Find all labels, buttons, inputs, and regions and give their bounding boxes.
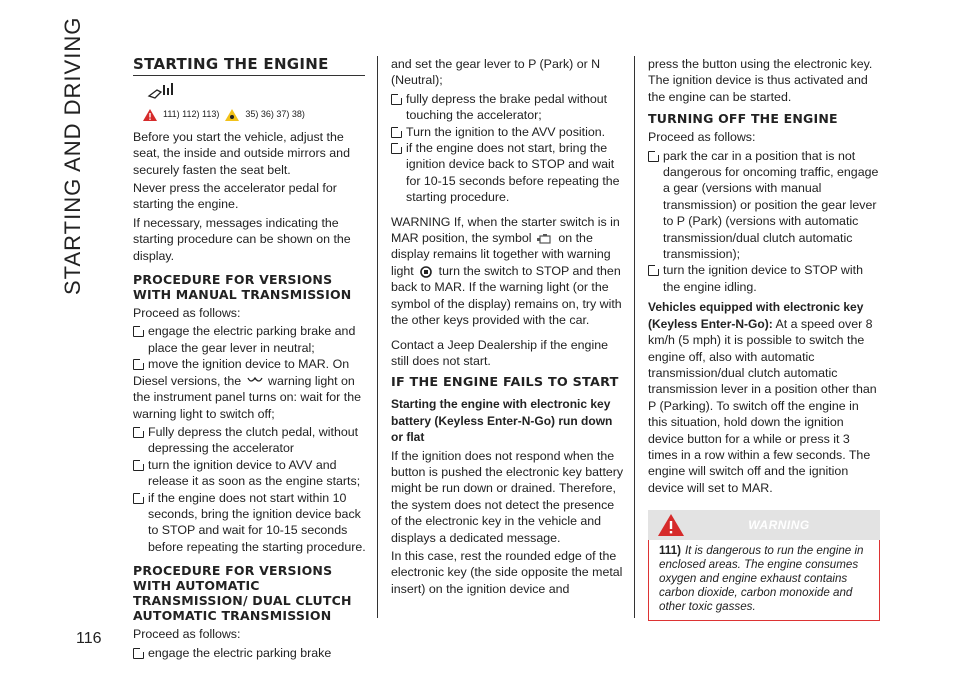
- caution-triangle-icon: [225, 109, 239, 121]
- list-item: engage the electric parking brake and place the gear lever in neutral;: [133, 323, 367, 356]
- intro-paragraph: Before you start the vehicle, adjust the seat, the inside and outside mirrors and securely fasten the seat belt.: [133, 129, 350, 177]
- immobilizer-key-icon: [419, 266, 433, 278]
- list-item: turn the ignition device to STOP with the engine idling.: [648, 262, 880, 295]
- warning-paragraph: WARNING If, when the starter switch is in MAR position, the symbol on the display remains lit together with warning light turn the switch to STOP and then back to MAR. If the warning light (or the symbol of the display) remains on, try with the other keys provided with the car.: [391, 214, 622, 328]
- manual-lead: Proceed as follows:: [133, 306, 241, 321]
- warning-number: 111): [659, 544, 681, 558]
- intro-paragraph: Never press the accelerator pedal for starting the engine.: [133, 181, 337, 212]
- caution-refs: 35) 36) 37) 38): [245, 109, 305, 120]
- fail-heading: IF THE ENGINE FAILS TO START: [391, 375, 619, 391]
- glow-plug-icon: [247, 376, 263, 386]
- bullet-icon: [391, 94, 402, 105]
- list-item: turn the ignition device to AVV and release it as soon as the engine starts;: [133, 457, 367, 490]
- title-rule: [133, 75, 365, 76]
- list-item: engage the electric parking brake: [133, 645, 367, 661]
- list-item: Fully depress the clutch pedal, without depressing the accelerator: [133, 424, 367, 457]
- list-item: if the engine does not start within 10 seconds, bring the ignition device back to STOP and wait for 10-15 seconds before repeating the starting procedure.: [133, 490, 367, 556]
- turn-off-heading: TURNING OFF THE ENGINE: [648, 111, 838, 127]
- bullet-icon: [648, 265, 659, 276]
- intro-paragraph: If necessary, messages indicating the starting procedure can be shown on the display.: [133, 215, 351, 263]
- column-1: [133, 56, 367, 661]
- continued-text: and set the gear lever to P (Park) or N (Neutral);: [391, 57, 601, 88]
- bullet-icon: [133, 648, 144, 659]
- fail-paragraph: If the ignition does not respond when the button is pushed the electronic key battery might be run down or drained. Therefore, the system does not detect the presence of the electronic key in the vehicle and displays a dedicated message.: [391, 448, 624, 545]
- bullet-icon: [391, 127, 402, 138]
- bullet-icon: [648, 151, 659, 162]
- fail-subheading: Starting the engine with electronic key battery (Keyless Enter-N-Go) run down or flat: [391, 397, 613, 445]
- warning-label: WARNING: [748, 517, 810, 532]
- bullet-icon: [133, 326, 144, 337]
- column-2: [391, 56, 625, 599]
- danger-triangle-icon: [658, 514, 684, 536]
- list-item: fully depress the brake pedal without touching the accelerator;: [391, 91, 625, 124]
- auto-lead: Proceed as follows:: [133, 627, 241, 642]
- continued-text: press the button using the electronic key. The ignition device is thus activated and the engine can be started.: [648, 57, 873, 104]
- column-divider: [377, 56, 378, 618]
- auto-heading: PROCEDURE FOR VERSIONS WITH AUTOMATIC TRANSMISSION/ DUAL CLUTCH AUTOMATIC TRANSMISSION: [133, 563, 352, 624]
- bullet-icon: [133, 460, 144, 471]
- list-item-continuation: Diesel versions, the warning light on the instrument panel turns on: wait for the warning light to switch off;: [133, 373, 361, 421]
- list-item: if the engine does not start, bring the ignition device back to STOP and wait for 10-15 seconds before repeating the starting procedure.: [391, 140, 625, 206]
- warning-box-body: [648, 540, 880, 621]
- list-item: move the ignition device to MAR. On: [133, 356, 367, 372]
- warning-box-header: [648, 510, 880, 540]
- bullet-icon: [391, 143, 402, 154]
- danger-triangle-icon: [143, 109, 157, 121]
- warning-text: It is dangerous to run the engine in enclosed areas. The engine consumes oxygen and engine exhaust contains carbon dioxide, carbon monoxide and other toxic gasses.: [659, 544, 864, 614]
- contact-paragraph: Contact a Jeep Dealership if the engine still does not start.: [391, 337, 608, 368]
- warning-refs: 111) 112) 113): [163, 109, 220, 120]
- list-item: Turn the ignition to the AVV position.: [391, 124, 625, 140]
- list-item: park the car in a position that is not dangerous for oncoming traffic, engage a gear (versions with manual transmission) or position the gear lever to P (Park) (versions with automatic transmission/dual clutch automatic transmission);: [648, 148, 880, 263]
- column-3: [648, 56, 880, 621]
- column-divider: [634, 56, 635, 618]
- section-title: STARTING THE ENGINE: [133, 55, 329, 73]
- turn-off-lead: Proceed as follows:: [648, 130, 756, 145]
- manual-heading: PROCEDURE FOR VERSIONS WITH MANUAL TRANSMISSION: [133, 272, 352, 303]
- fail-paragraph: In this case, rest the rounded edge of the electronic key (the side opposite the metal insert) on the ignition device and: [391, 548, 623, 596]
- bullet-icon: [133, 359, 144, 370]
- reference-row: [143, 106, 367, 122]
- page-number: 116: [76, 630, 102, 647]
- engine-icon: [537, 233, 553, 245]
- bullet-icon: [133, 493, 144, 504]
- bullet-icon: [133, 427, 144, 438]
- keyless-paragraph: Vehicles equipped with electronic key (Keyless Enter-N-Go): At a speed over 8 km/h (5 mph) it is possible to switch the engine off, also with automatic transmission/dual clutch automatic transmission lever in a position other than P (Parking). To switch off the engine in this situation, hold down the ignition device button for a while or press it 3 times in a row within a few seconds. The engine will switch off and the ignition device will set to MAR.: [648, 300, 877, 495]
- hand-key-icon: [147, 82, 367, 100]
